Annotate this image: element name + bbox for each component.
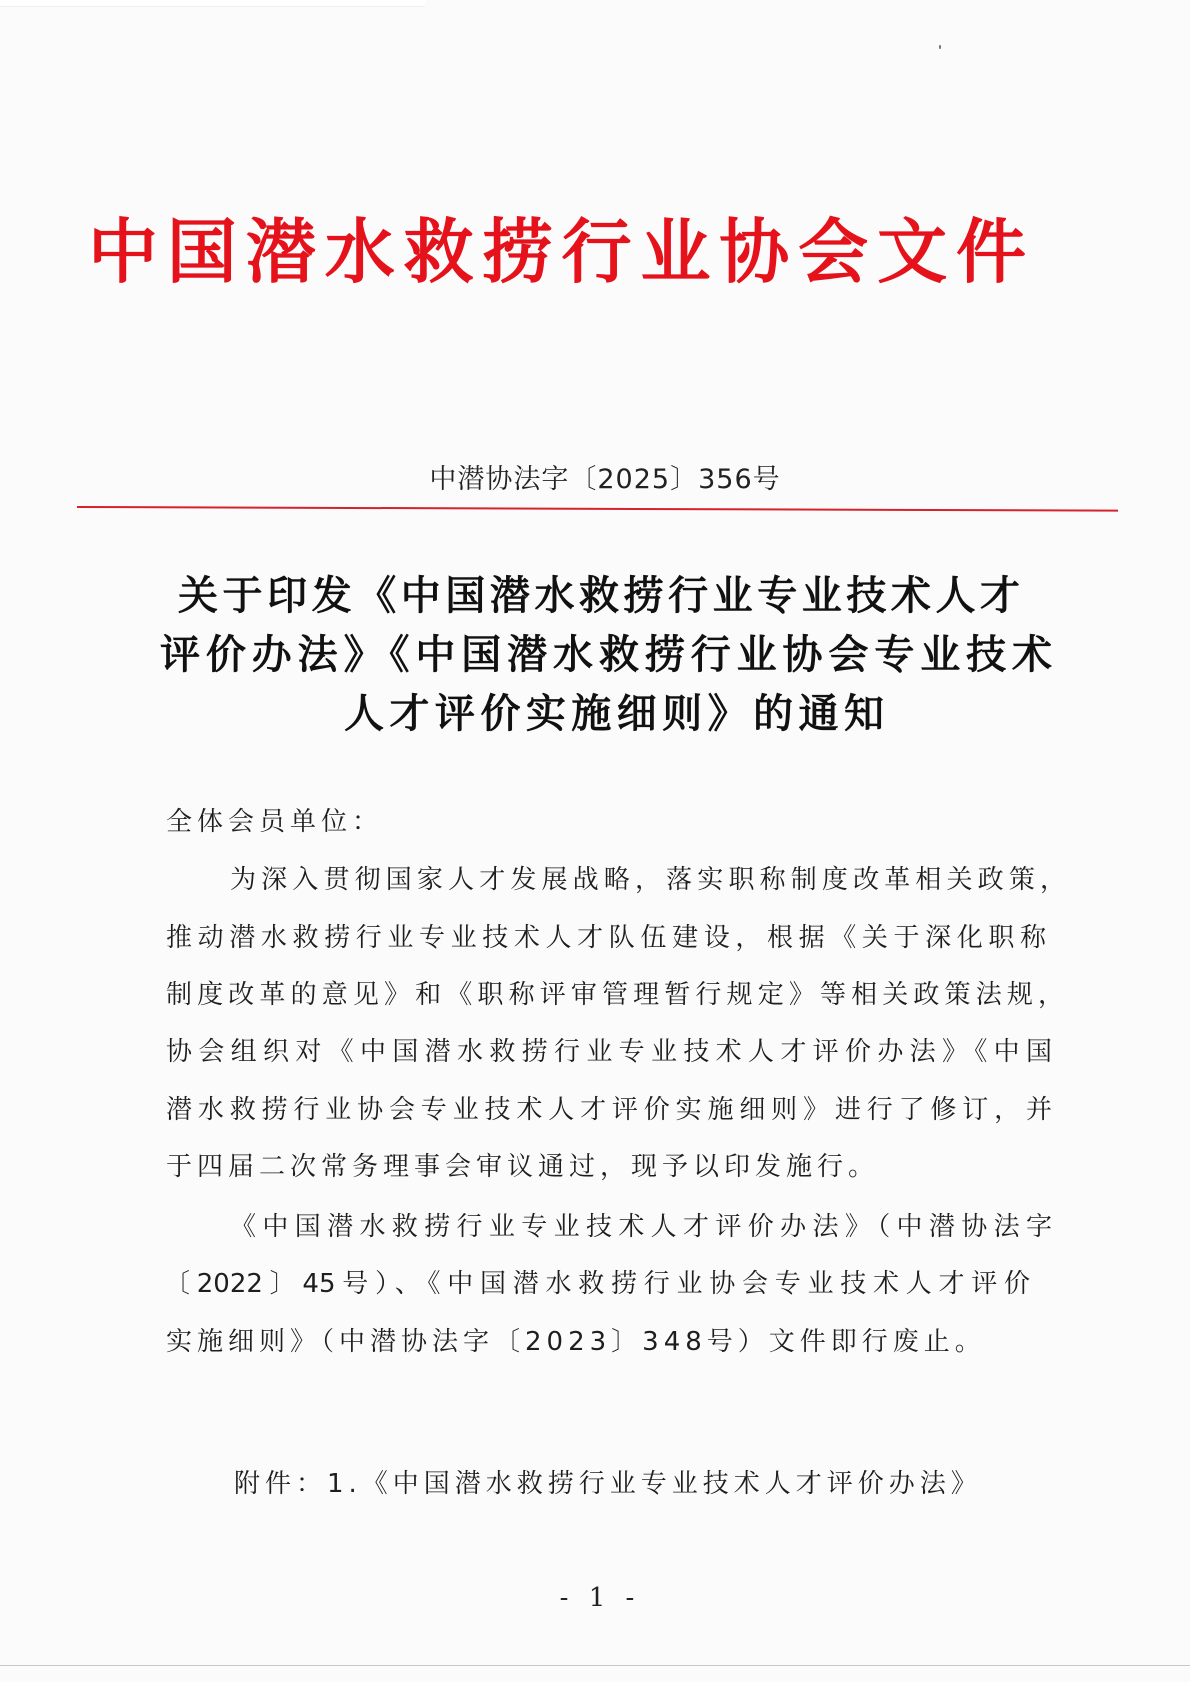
notice-title-line-3: 人才评价实施细则》的通知 bbox=[344, 690, 884, 737]
paragraph-1-line-3: 制度改革的意见》和《职称评审管理暂行规定》等相关政策法规， bbox=[166, 980, 1064, 1010]
scan-speck bbox=[939, 45, 941, 49]
document-number: 中潜协法字〔2025〕356号 bbox=[429, 464, 781, 495]
scan-bottom-edge bbox=[0, 1665, 1190, 1666]
paragraph-1-line-6: 于四届二次常务理事会审议通过，现予以印发施行。 bbox=[166, 1152, 880, 1182]
paragraph-2-line-2: 〔2022〕45号）、《中国潜水救捞行业协会专业技术人才评价 bbox=[164, 1269, 1030, 1299]
salutation: 全体会员单位： bbox=[166, 807, 384, 837]
red-divider-rule bbox=[77, 506, 1118, 512]
notice-title-line-2: 评价办法》《中国潜水救捞行业协会专业技术 bbox=[160, 631, 1052, 678]
paragraph-2-line-3: 实施细则》（中潜协法字〔2023〕348号）文件即行废止。 bbox=[166, 1327, 986, 1357]
scan-edge-shade bbox=[0, 0, 425, 7]
paragraph-1-line-4: 协会组织对《中国潜水救捞行业专业技术人才评价办法》《中国 bbox=[166, 1037, 1052, 1067]
paragraph-1-line-2: 推动潜水救捞行业专业技术人才队伍建设，根据《关于深化职称 bbox=[166, 923, 1046, 953]
paragraph-1-line-5: 潜水救捞行业协会专业技术人才评价实施细则》进行了修订，并 bbox=[166, 1095, 1052, 1125]
page-number: - 1 - bbox=[559, 1583, 641, 1613]
paragraph-1-line-1: 为深入贯彻国家人才发展战略，落实职称制度改革相关政策， bbox=[230, 865, 1066, 895]
masthead-title: 中国潜水救捞行业协会文件 bbox=[88, 210, 1028, 293]
paragraph-2-line-1: 《中国潜水救捞行业专业技术人才评价办法》（中潜协法字 bbox=[230, 1212, 1052, 1242]
attachment-line: 附件：1.《中国潜水救捞行业专业技术人才评价办法》 bbox=[234, 1469, 982, 1499]
notice-title-line-1: 关于印发《中国潜水救捞行业专业技术人才 bbox=[178, 572, 1020, 619]
